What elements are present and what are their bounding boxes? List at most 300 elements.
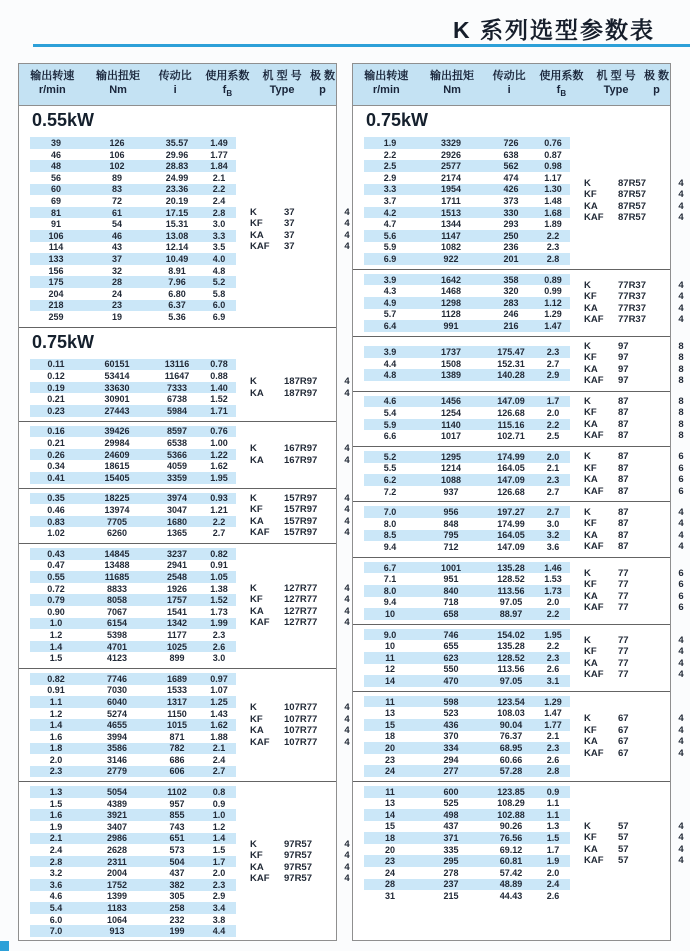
table-row — [30, 253, 236, 265]
cell-speed: 6.9 — [383, 253, 397, 264]
type-poles: 8 — [678, 363, 684, 375]
cell-ratio: 13116 — [164, 359, 190, 370]
cell-service-factor: 4.8 — [212, 265, 226, 276]
cell-service-factor: 2.3 — [546, 742, 560, 753]
cell-ratio: 293 — [503, 219, 519, 230]
cell-speed: 8.0 — [383, 518, 397, 529]
gear-group — [19, 781, 350, 941]
type-designation — [584, 518, 688, 530]
type-poles: 4 — [344, 387, 350, 399]
cell-service-factor: 1.95 — [210, 472, 228, 483]
type-prefix: KAF — [250, 736, 270, 748]
data-rows — [364, 696, 570, 777]
cell-ratio: 115.16 — [497, 419, 525, 430]
cell-ratio: 373 — [503, 195, 519, 206]
type-block — [584, 280, 688, 326]
cell-speed: 31 — [384, 891, 395, 902]
cell-torque: 32 — [111, 265, 122, 276]
type-prefix: KF — [584, 832, 597, 844]
type-designation — [250, 862, 354, 874]
type-poles: 4 — [678, 724, 684, 736]
cell-speed: 23 — [384, 856, 395, 867]
cell-ratio: 1342 — [166, 618, 188, 629]
cell-torque: 29984 — [104, 438, 130, 449]
type-size: 57 — [618, 843, 629, 855]
data-rows — [364, 562, 570, 620]
cell-service-factor: 1.5 — [546, 833, 560, 844]
cell-ratio: 283 — [503, 297, 519, 308]
cell-torque: 848 — [443, 518, 459, 529]
column-label: 极 数 — [309, 70, 336, 82]
type-poles: 4 — [344, 617, 350, 629]
table-row — [30, 696, 236, 708]
cell-service-factor: 5.2 — [212, 277, 226, 288]
type-block — [250, 207, 354, 253]
cell-ratio: 2548 — [166, 571, 188, 582]
type-poles: 8 — [678, 375, 684, 387]
cell-torque: 655 — [443, 641, 459, 652]
cell-torque: 1344 — [440, 219, 462, 230]
type-prefix: KF — [250, 713, 263, 725]
table-row — [30, 493, 236, 505]
cell-torque: 2986 — [106, 833, 128, 844]
cell-ratio: 330 — [503, 207, 519, 218]
type-poles: 4 — [678, 820, 684, 832]
cell-torque: 1399 — [106, 891, 128, 902]
gear-group — [353, 133, 684, 269]
cell-torque: 1298 — [440, 297, 462, 308]
table-row — [30, 844, 236, 856]
type-size: 87 — [618, 462, 629, 474]
gear-group — [353, 336, 684, 391]
type-designation — [250, 388, 354, 400]
type-prefix: KF — [584, 462, 597, 474]
cell-service-factor: 2.2 — [546, 608, 560, 619]
data-rows — [30, 426, 236, 484]
table-row — [364, 369, 570, 381]
cell-service-factor: 2.7 — [546, 486, 560, 497]
cell-service-factor: 1.4 — [212, 833, 226, 844]
cell-ratio: 17.15 — [165, 207, 189, 218]
table-row — [30, 437, 236, 449]
table-row — [364, 821, 570, 833]
type-size: 97R57 — [284, 850, 312, 862]
data-rows — [30, 137, 236, 323]
type-block — [250, 443, 354, 466]
table-row — [30, 867, 236, 879]
cell-speed: 0.21 — [47, 438, 65, 449]
cell-torque: 19 — [111, 311, 122, 322]
cell-torque: 8058 — [106, 595, 128, 606]
cell-speed: 0.43 — [47, 548, 65, 559]
cell-speed: 28 — [384, 879, 395, 890]
type-poles: 4 — [678, 736, 684, 748]
cell-speed: 0.34 — [47, 461, 65, 472]
cell-ratio: 24.99 — [165, 172, 189, 183]
cell-service-factor: 1.17 — [544, 172, 562, 183]
table-row — [30, 743, 236, 755]
cell-service-factor: 3.8 — [212, 914, 226, 925]
cell-ratio: 250 — [503, 230, 519, 241]
title-underline — [33, 44, 690, 47]
column-label: 输出扭矩 — [96, 70, 141, 82]
cell-speed: 5.5 — [383, 463, 397, 474]
cell-speed: 3.2 — [49, 868, 63, 879]
cell-speed: 4.6 — [49, 891, 63, 902]
type-poles: 4 — [678, 506, 684, 518]
type-block — [584, 821, 688, 867]
cell-ratio: 6738 — [166, 394, 188, 405]
cell-speed: 2.9 — [383, 172, 397, 183]
column-header-torque — [420, 69, 485, 101]
cell-service-factor: 3.0 — [212, 653, 226, 664]
type-designation — [584, 419, 688, 431]
cell-torque: 3146 — [106, 754, 128, 765]
table-row — [30, 300, 236, 312]
table-row — [364, 541, 570, 553]
cell-ratio: 164.05 — [497, 463, 525, 474]
column-unit: $f_B$ — [222, 84, 233, 99]
cell-torque: 39426 — [104, 426, 130, 437]
cell-service-factor: 1.7 — [546, 844, 560, 855]
cell-speed: 1.1 — [49, 696, 63, 707]
cell-service-factor: 2.4 — [212, 754, 226, 765]
cell-speed: 6.6 — [383, 431, 397, 442]
cell-speed: 6.0 — [49, 914, 63, 925]
table-row — [30, 207, 236, 219]
type-prefix: K — [250, 443, 257, 455]
cell-service-factor: 0.89 — [544, 274, 562, 285]
cell-speed: 9.4 — [383, 542, 397, 553]
column-header-torque — [86, 69, 151, 101]
cell-speed: 91 — [50, 219, 61, 230]
table-row — [30, 527, 236, 539]
cell-torque: 60151 — [104, 359, 130, 370]
type-size: 87R57 — [618, 189, 646, 201]
table-row — [364, 664, 570, 676]
cell-torque: 13974 — [104, 505, 130, 516]
cell-ratio: 135.28 — [497, 562, 525, 573]
table-row — [30, 673, 236, 685]
cell-service-factor: 2.0 — [546, 597, 560, 608]
cell-torque: 658 — [443, 608, 459, 619]
cell-speed: 9.0 — [383, 629, 397, 640]
cell-torque: 5054 — [106, 787, 128, 798]
cell-service-factor: 1.07 — [210, 685, 228, 696]
cell-service-factor: 2.8 — [212, 207, 226, 218]
type-size: 77R37 — [618, 291, 646, 303]
type-prefix: K — [584, 567, 591, 579]
type-designation — [250, 443, 354, 455]
cell-speed: 24 — [384, 766, 395, 777]
cell-ratio: 1025 — [166, 641, 188, 652]
type-designation — [584, 855, 688, 867]
table-row — [364, 675, 570, 687]
cell-speed: 24 — [384, 867, 395, 878]
cell-torque: 15405 — [104, 472, 130, 483]
table-row — [30, 184, 236, 196]
cell-speed: 4.8 — [383, 370, 397, 381]
cell-speed: 5.4 — [383, 408, 397, 419]
type-prefix: K — [250, 492, 257, 504]
type-size: 77 — [618, 657, 629, 669]
type-block — [250, 583, 354, 629]
cell-speed: 14 — [384, 809, 395, 820]
table-row — [364, 809, 570, 821]
data-rows — [364, 629, 570, 687]
cell-torque: 46 — [111, 230, 122, 241]
table-row — [364, 463, 570, 475]
cell-speed: 0.72 — [47, 583, 65, 594]
cell-torque: 1254 — [440, 408, 462, 419]
type-size: 97 — [618, 340, 629, 352]
cell-speed: 48 — [50, 161, 61, 172]
column-label: 机 型 号 — [596, 70, 636, 82]
cell-speed: 2.2 — [383, 149, 397, 160]
column-label: 机 型 号 — [262, 70, 302, 82]
column-unit: p — [319, 84, 326, 96]
cell-torque: 334 — [443, 742, 459, 753]
type-prefix: KAF — [584, 669, 604, 681]
left-table-panel — [18, 63, 350, 941]
cell-ratio: 606 — [169, 766, 185, 777]
table-row — [364, 867, 570, 879]
cell-torque: 24 — [111, 288, 122, 299]
cell-ratio: 164.05 — [497, 530, 525, 541]
cell-service-factor: 1.95 — [544, 629, 562, 640]
cell-torque: 746 — [443, 629, 459, 640]
cell-ratio: 4059 — [166, 461, 188, 472]
type-designation — [584, 602, 688, 614]
type-size: 97R57 — [284, 838, 312, 850]
cell-speed: 1.6 — [49, 731, 63, 742]
cell-speed: 1.9 — [49, 821, 63, 832]
type-prefix: K — [584, 820, 591, 832]
type-poles: 4 — [344, 527, 350, 539]
cell-speed: 0.46 — [47, 505, 65, 516]
cell-ratio: 76.56 — [499, 833, 523, 844]
type-prefix: KAF — [250, 873, 270, 885]
column-label: 传动比 — [492, 70, 526, 82]
cell-speed: 0.23 — [47, 405, 65, 416]
cell-speed: 6.2 — [383, 475, 397, 486]
type-prefix: KAF — [250, 527, 270, 539]
cell-ratio: 128.52 — [497, 652, 525, 663]
type-prefix: KAF — [250, 617, 270, 629]
cell-service-factor: 3.2 — [546, 530, 560, 541]
cell-speed: 0.16 — [47, 426, 65, 437]
type-designation — [584, 364, 688, 376]
cell-speed: 18 — [384, 731, 395, 742]
cell-speed: 13 — [384, 798, 395, 809]
type-poles: 4 — [678, 279, 684, 291]
cell-speed: 13 — [384, 708, 395, 719]
cell-ratio: 108.29 — [497, 798, 525, 809]
column-label: 使用系数 — [539, 70, 584, 82]
cell-service-factor: 1.3 — [546, 821, 560, 832]
type-designation — [584, 201, 688, 213]
cell-speed: 10 — [384, 608, 395, 619]
table-row — [30, 629, 236, 641]
cell-speed: 175 — [48, 277, 64, 288]
type-size: 167R97 — [284, 443, 318, 455]
cell-speed: 7.0 — [49, 926, 63, 937]
type-poles: 4 — [344, 376, 350, 388]
table-row — [30, 821, 236, 833]
type-size: 67 — [618, 747, 629, 759]
type-designation — [584, 280, 688, 292]
type-size: 157R97 — [284, 527, 318, 539]
cell-service-factor: 2.1 — [546, 463, 560, 474]
type-prefix: KAF — [584, 430, 604, 442]
cell-torque: 1642 — [440, 274, 462, 285]
cell-ratio: 957 — [169, 798, 185, 809]
gear-group — [19, 355, 350, 421]
cell-speed: 7.2 — [383, 486, 397, 497]
cell-ratio: 88.97 — [499, 608, 523, 619]
type-size: 77R37 — [618, 279, 646, 291]
type-poles: 8 — [678, 407, 684, 419]
type-designation — [584, 352, 688, 364]
cell-torque: 335 — [443, 844, 459, 855]
table-row — [30, 571, 236, 583]
type-size: 67 — [618, 713, 629, 725]
cell-speed: 0.21 — [47, 394, 65, 405]
type-prefix: KA — [584, 736, 598, 748]
type-prefix: K — [584, 634, 591, 646]
type-designation — [584, 821, 688, 833]
table-row — [364, 652, 570, 664]
cell-service-factor: 1.49 — [210, 137, 228, 148]
cell-ratio: 426 — [503, 184, 519, 195]
type-size: 77R37 — [618, 302, 646, 314]
type-designation — [250, 594, 354, 606]
table-row — [30, 195, 236, 207]
type-designation — [250, 207, 354, 219]
cell-torque: 23 — [111, 300, 122, 311]
cell-service-factor: 4.0 — [212, 253, 226, 264]
cell-torque: 718 — [443, 597, 459, 608]
table-row — [364, 742, 570, 754]
cell-torque: 2628 — [106, 845, 128, 856]
type-designation — [250, 873, 354, 885]
table-row — [364, 640, 570, 652]
type-size: 187R97 — [284, 376, 318, 388]
column-header-service-factor — [534, 69, 589, 101]
cell-service-factor: 0.87 — [544, 149, 562, 160]
table-row — [364, 195, 570, 207]
cell-torque: 1389 — [440, 370, 462, 381]
data-rows — [364, 137, 570, 265]
cell-ratio: 44.43 — [499, 891, 523, 902]
type-size: 57 — [618, 832, 629, 844]
cell-service-factor: 1.71 — [210, 405, 228, 416]
table-row — [30, 685, 236, 697]
cell-ratio: 8597 — [166, 426, 188, 437]
table-header — [19, 64, 336, 106]
column-header-service-factor — [200, 69, 255, 101]
cell-service-factor: 2.4 — [212, 195, 226, 206]
type-prefix: KF — [584, 407, 597, 419]
cell-service-factor: 1.22 — [210, 449, 228, 460]
cell-ratio: 76.37 — [499, 731, 523, 742]
table-row — [30, 708, 236, 720]
gear-group — [353, 557, 684, 624]
table-row — [364, 172, 570, 184]
cell-torque: 2577 — [440, 161, 462, 172]
table-row — [364, 629, 570, 641]
cell-speed: 9.4 — [383, 597, 397, 608]
type-designation — [584, 407, 688, 419]
table-header — [353, 64, 670, 106]
table-row — [30, 265, 236, 277]
cell-ratio: 90.04 — [499, 719, 523, 730]
cell-torque: 237 — [443, 879, 459, 890]
table-row — [30, 879, 236, 891]
type-designation — [250, 527, 354, 539]
cell-service-factor: 1.68 — [544, 207, 562, 218]
cell-torque: 956 — [443, 507, 459, 518]
cell-torque: 6040 — [106, 696, 128, 707]
cell-torque: 371 — [443, 833, 459, 844]
type-designation — [250, 617, 354, 629]
type-prefix: KA — [584, 200, 598, 212]
type-poles: 8 — [678, 395, 684, 407]
data-rows — [30, 359, 236, 417]
type-designation — [584, 658, 688, 670]
cell-ratio: 60.81 — [499, 856, 523, 867]
type-prefix: KA — [250, 229, 264, 241]
cell-ratio: 899 — [169, 653, 185, 664]
table-row — [364, 530, 570, 542]
type-poles: 4 — [344, 454, 350, 466]
cell-service-factor: 1.0 — [212, 810, 226, 821]
type-poles: 4 — [344, 594, 350, 606]
cell-service-factor: 2.1 — [212, 743, 226, 754]
cell-speed: 0.90 — [47, 606, 65, 617]
type-prefix: KF — [584, 189, 597, 201]
cell-service-factor: 2.3 — [546, 347, 560, 358]
table-row — [364, 309, 570, 321]
table-row — [364, 218, 570, 230]
cell-torque: 1183 — [107, 903, 127, 914]
cell-speed: 1.6 — [49, 810, 63, 821]
table-row — [364, 407, 570, 419]
column-header-type — [255, 69, 309, 101]
type-prefix: K — [250, 838, 257, 850]
cell-ratio: 562 — [503, 161, 519, 172]
table-row — [364, 253, 570, 265]
column-label: 输出扭矩 — [430, 70, 475, 82]
cell-service-factor: 2.8 — [546, 253, 560, 264]
type-size: 67 — [618, 724, 629, 736]
cell-speed: 15 — [384, 719, 395, 730]
gear-group — [353, 624, 684, 691]
table-row — [364, 430, 570, 442]
type-size: 57 — [618, 820, 629, 832]
table-row — [30, 393, 236, 405]
table-row — [30, 460, 236, 472]
type-designation — [584, 635, 688, 647]
table-row — [30, 172, 236, 184]
type-size: 167R97 — [284, 454, 318, 466]
table-row — [364, 486, 570, 498]
type-designation — [584, 579, 688, 591]
type-designation — [584, 736, 688, 748]
type-prefix: KA — [250, 605, 264, 617]
cell-ratio: 871 — [169, 731, 185, 742]
cell-ratio: 13.08 — [165, 230, 189, 241]
